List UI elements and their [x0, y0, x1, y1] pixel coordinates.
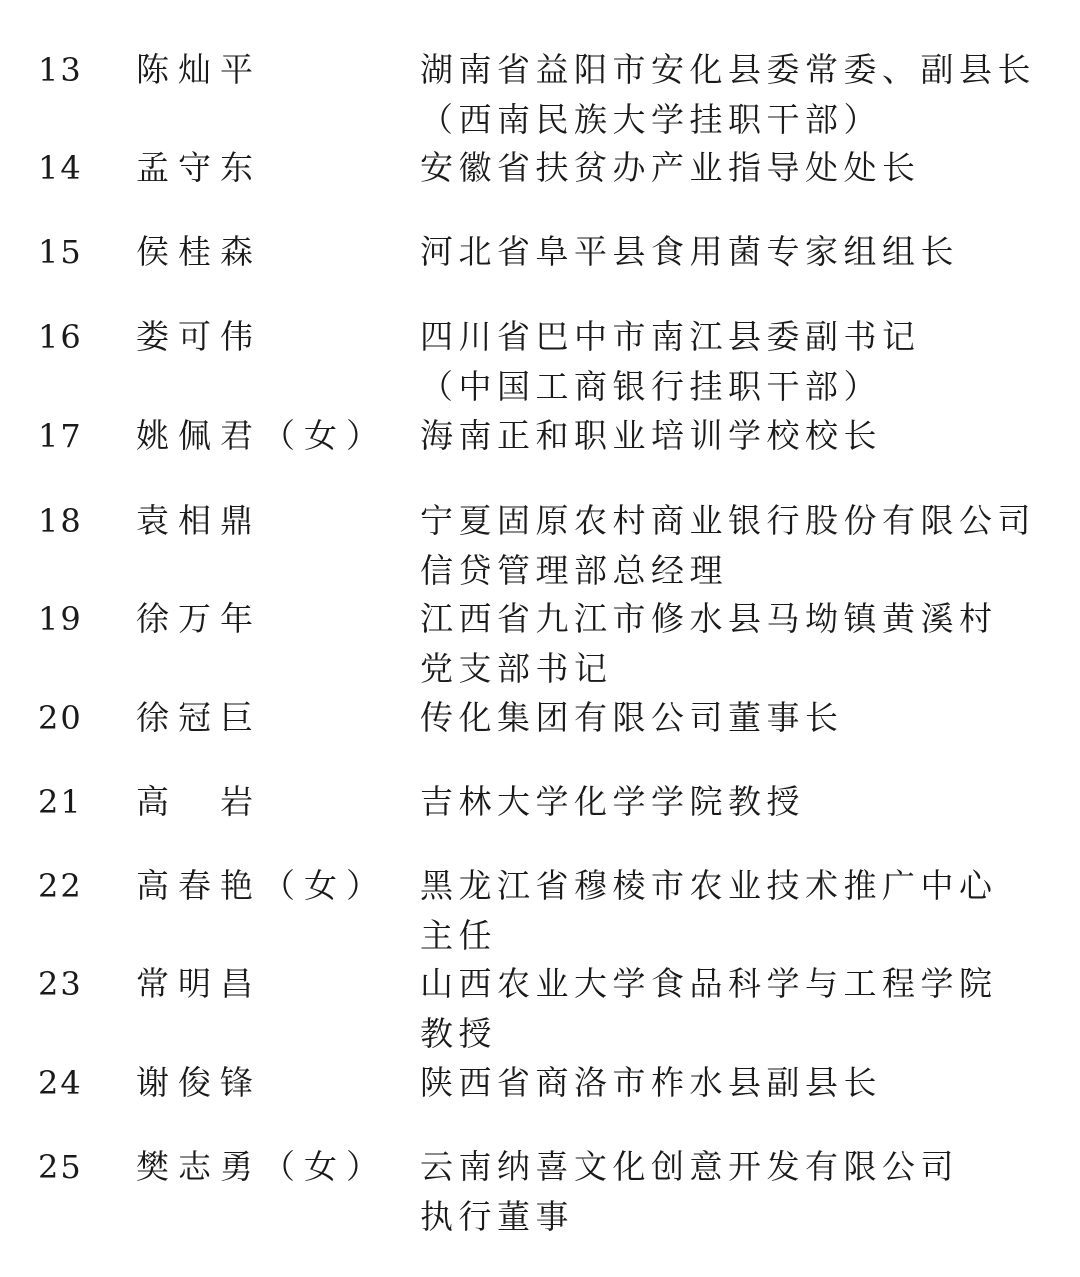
entry-number: 18: [38, 502, 83, 540]
entry-number: 20: [38, 699, 83, 737]
person-name: 高 岩: [136, 782, 262, 821]
position-line: 执行董事: [420, 1197, 574, 1236]
position-line: 吉林大学化学学院教授: [420, 782, 805, 821]
position-description: [420, 1058, 1070, 1108]
person-name: 娄可伟: [136, 317, 262, 356]
position-line: 四川省巴中市南江县委副书记: [420, 317, 921, 356]
entry-number: 25: [38, 1148, 83, 1186]
entry-number: 24: [38, 1064, 83, 1102]
person-name: 樊志勇（女）: [136, 1147, 388, 1186]
person-name: 徐冠巨: [136, 698, 262, 737]
person-name: 姚佩君（女）: [136, 416, 388, 455]
position-description: [420, 594, 1070, 694]
person-name: 徐万年: [136, 599, 262, 638]
position-description: [420, 496, 1070, 596]
position-line: 主任: [420, 916, 497, 955]
position-description: [420, 959, 1070, 1059]
position-line: 安徽省扶贫办产业指导处处长: [420, 148, 921, 187]
position-line: 陕西省商洛市柞水县副县长: [420, 1063, 882, 1102]
position-line: 教授: [420, 1014, 497, 1053]
position-description: [420, 143, 1070, 193]
position-description: [420, 45, 1070, 145]
person-name: 高春艳（女）: [136, 866, 388, 905]
position-line: （中国工商银行挂职干部）: [420, 367, 882, 406]
position-line: 江西省九江市修水县马坳镇黄溪村: [420, 599, 998, 638]
position-description: [420, 227, 1070, 277]
position-description: [420, 312, 1070, 412]
entry-number: 23: [38, 965, 83, 1003]
entry-number: 19: [38, 600, 83, 638]
person-name: 侯桂森: [136, 232, 262, 271]
position-line: 河北省阜平县食用菌专家组组长: [420, 232, 959, 271]
position-line: 云南纳喜文化创意开发有限公司: [420, 1147, 959, 1186]
person-name: 孟守东: [136, 148, 262, 187]
position-line: 传化集团有限公司董事长: [420, 698, 844, 737]
entry-number: 14: [38, 149, 83, 187]
person-name: 陈灿平: [136, 50, 262, 89]
person-name: 袁相鼎: [136, 501, 262, 540]
position-description: [420, 411, 1070, 461]
person-name: 谢俊锋: [136, 1063, 262, 1102]
entry-number: 13: [38, 51, 83, 89]
position-description: [420, 1142, 1070, 1242]
position-line: 信贷管理部总经理: [420, 551, 728, 590]
entry-number: 22: [38, 867, 83, 905]
position-description: [420, 861, 1070, 961]
entry-number: 17: [38, 417, 83, 455]
position-line: 海南正和职业培训学校校长: [420, 416, 882, 455]
entry-number: 16: [38, 318, 83, 356]
position-description: [420, 693, 1070, 743]
position-line: 山西农业大学食品科学与工程学院: [420, 964, 998, 1003]
position-line: 湖南省益阳市安化县委常委、副县长: [420, 50, 1036, 89]
position-line: 党支部书记: [420, 649, 613, 688]
person-name: 常明昌: [136, 964, 262, 1003]
position-line: 黑龙江省穆棱市农业技术推广中心: [420, 866, 998, 905]
position-line: 宁夏固原农村商业银行股份有限公司: [420, 501, 1036, 540]
position-line: （西南民族大学挂职干部）: [420, 100, 882, 139]
entry-number: 15: [38, 233, 83, 271]
entry-number: 21: [38, 783, 83, 821]
position-description: [420, 777, 1070, 827]
